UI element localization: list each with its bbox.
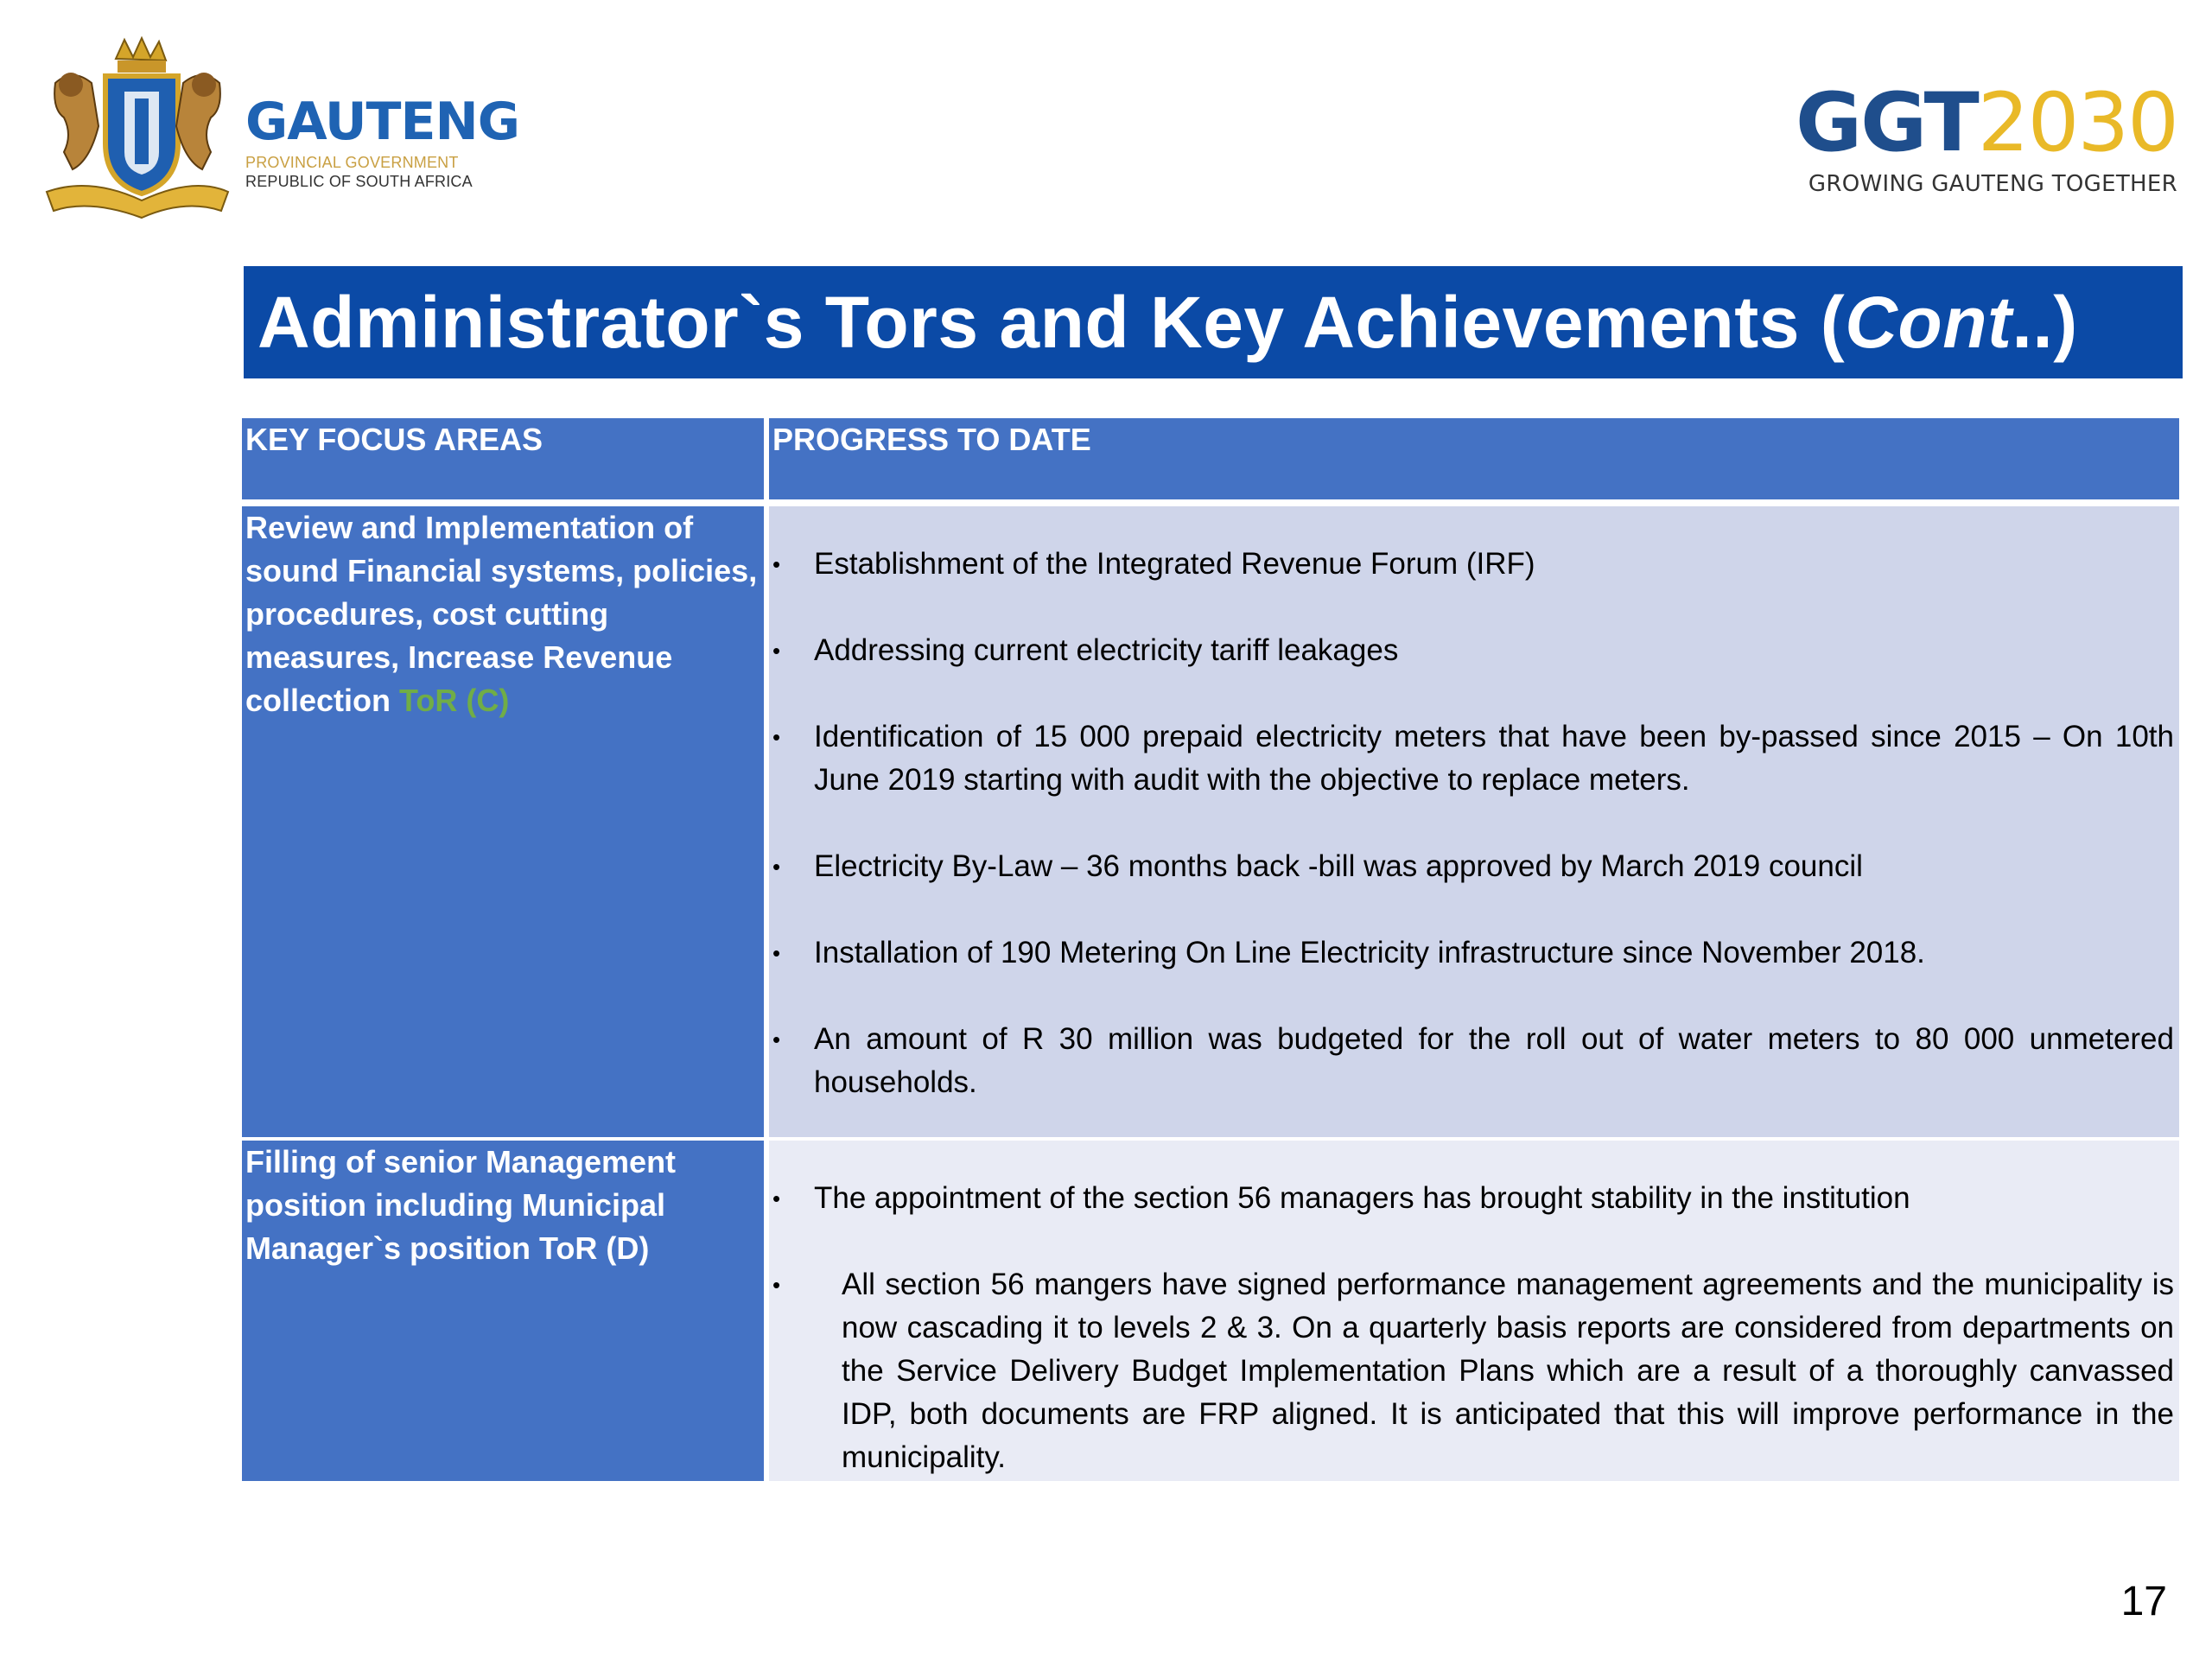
tor-label: ToR (C): [399, 683, 510, 718]
title-suffix: ..): [2012, 281, 2078, 363]
table-row: [242, 506, 2179, 1137]
progress-item: • The appointment of the section 56 managers has brought stability in the institution: [769, 1177, 2179, 1220]
progress-item: • Establishment of the Integrated Revenue Forum (IRF): [769, 543, 2179, 586]
bullet-icon: •: [772, 1185, 781, 1211]
bullet-icon: •: [772, 638, 781, 664]
focus-area-cell: Filling of senior Management position including Municipal Manager`s position ToR (D): [242, 1141, 764, 1481]
progress-item: • Addressing current electricity tariff leakages: [769, 629, 2179, 672]
progress-item: • Installation of 190 Metering On Line Electricity infrastructure since November 2018.: [769, 931, 2179, 975]
table-header-row: [242, 418, 2179, 499]
progress-cell: [769, 1141, 2179, 1481]
slide-title: [257, 281, 2078, 365]
bullet-icon: •: [772, 1027, 781, 1052]
gauteng-logo: [38, 22, 519, 221]
bullet-icon: •: [772, 854, 781, 880]
ggt2030-logo: [1795, 76, 2177, 197]
title-italic: Cont: [1845, 281, 2012, 363]
slide-title-bar: [244, 266, 2183, 378]
progress-item: • An amount of R 30 million was budgeted for the roll out of water meters to 80 000 unmetered households.: [769, 1018, 2179, 1104]
progress-item: • Identification of 15 000 prepaid electricity meters that have been by-passed since 2015 – On 10th June 2019 starting with audit with the objective to replace meters.: [769, 715, 2179, 802]
achievements-table: [242, 418, 2179, 1481]
progress-cell: [769, 506, 2179, 1137]
focus-area-text: Review and Implementation of sound Financial systems, policies, procedures, cost cutting measures, Increase Revenue collection: [245, 510, 758, 718]
header-progress-to-date: PROGRESS TO DATE: [769, 418, 2179, 499]
bullet-icon: •: [772, 1272, 781, 1298]
ggt-year: 2030: [1977, 76, 2177, 170]
bullet-icon: •: [772, 724, 781, 750]
progress-item: • Electricity By-Law – 36 months back -bill was approved by March 2019 council: [769, 845, 2179, 888]
ggt-tagline: GROWING GAUTENG TOGETHER: [1808, 171, 2177, 197]
bullet-icon: •: [772, 551, 781, 577]
table-row: [242, 1141, 2179, 1481]
progress-item: • All section 56 mangers have signed performance management agreements and the municipality is now cascading it to levels 2 & 3. On a quarterly basis reports are considered from departments on the Service Delivery Budget Implementation Plans which are a result of a thoroughly canvassed IDP, both documents are FRP aligned. It is anticipated that this will improve performance in the municipality.: [769, 1263, 2179, 1479]
gauteng-subtitle-1: PROVINCIAL GOVERNMENT: [245, 154, 459, 171]
coat-of-arms-icon: [38, 22, 237, 221]
ggt-wordmark: GGT: [1795, 76, 1978, 170]
gauteng-wordmark: GAUTENG: [245, 92, 519, 152]
title-prefix: Administrator`s Tors and Key Achievements (: [257, 281, 1846, 363]
focus-area-cell: [242, 506, 764, 1137]
header-key-focus-areas: KEY FOCUS AREAS: [242, 418, 764, 499]
bullet-icon: •: [772, 940, 781, 966]
page-number: 17: [2120, 1579, 2167, 1624]
gauteng-subtitle-2: REPUBLIC OF SOUTH AFRICA: [245, 173, 473, 190]
